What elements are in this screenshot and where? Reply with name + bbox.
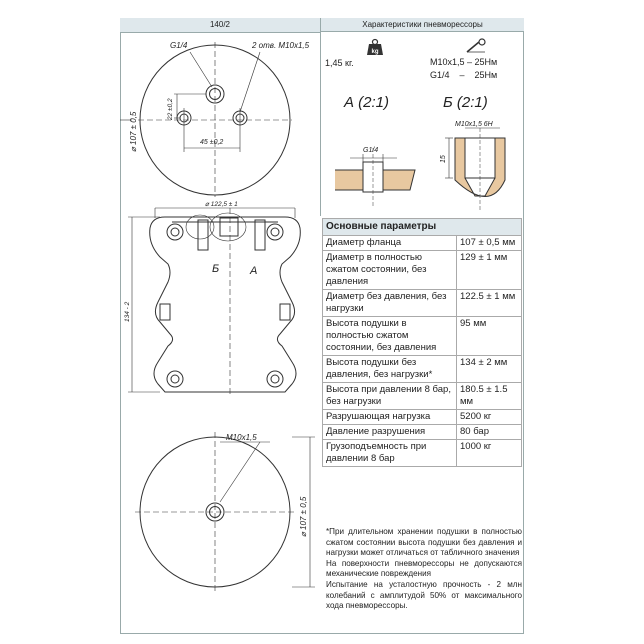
param-value: 180.5 ± 1.5 мм bbox=[457, 383, 522, 410]
param-name: Диаметр фланца bbox=[323, 236, 457, 251]
top-view bbox=[120, 42, 292, 197]
param-name: Диаметр без давления, без нагрузки bbox=[323, 290, 457, 317]
torque-g14: G1/4 – 25Нм bbox=[430, 70, 498, 80]
param-name: Разрушающая нагрузка bbox=[323, 410, 457, 425]
detail-a-label: G1/4 bbox=[363, 147, 379, 154]
param-name: Давление разрушения bbox=[323, 425, 457, 440]
holes-label: 2 отв. M10x1,5 bbox=[252, 41, 310, 50]
param-value: 5200 кг bbox=[457, 410, 522, 425]
param-value: 134 ± 2 мм bbox=[457, 356, 522, 383]
detail-b-marker: Б bbox=[212, 263, 220, 275]
detail-sections bbox=[325, 118, 520, 214]
model-number-header: 140/2 bbox=[120, 18, 320, 33]
torque-m10: M10x1,5 – 25Нм bbox=[430, 57, 498, 67]
param-value: 122.5 ± 1 мм bbox=[457, 290, 522, 317]
port-label-top: G1/4 bbox=[170, 41, 188, 50]
param-value: 80 бар bbox=[457, 425, 522, 440]
technical-drawing bbox=[120, 32, 320, 632]
detail-b-label: M10x1,5 6H bbox=[455, 121, 493, 128]
param-name: Диаметр в полностью сжатом состоянии, без давления bbox=[323, 251, 457, 290]
param-value: 129 ± 1 мм bbox=[457, 251, 522, 290]
param-value: 95 мм bbox=[457, 317, 522, 356]
table-row bbox=[323, 356, 522, 383]
side-height-dim: 134 - 2 bbox=[124, 301, 131, 322]
param-name: Грузоподъемность при давлении 8 бар bbox=[323, 440, 457, 467]
detail-a-marker: А bbox=[250, 265, 258, 277]
header-divider bbox=[320, 32, 321, 216]
detail-b-dim: 15 bbox=[440, 155, 447, 163]
parameters-table bbox=[322, 218, 522, 467]
table-row bbox=[323, 317, 522, 356]
side-view bbox=[128, 208, 300, 394]
notes-block bbox=[326, 527, 522, 612]
table-row bbox=[323, 410, 522, 425]
param-name: Высота подушки в полностью сжатом состоянии, без давления bbox=[323, 317, 457, 356]
table-row bbox=[323, 236, 522, 251]
param-name: Высота при давлении 8 бар, без нагрузки bbox=[323, 383, 457, 410]
bottom-thread-label: M10x1,5 bbox=[226, 433, 257, 442]
characteristics-header: Характеристики пневморессоры bbox=[320, 18, 524, 32]
note-fatigue: Испытание на усталостную прочность - 2 млн колебаний с амплитудой 50% от максимального хода пневморессоры. bbox=[326, 579, 522, 611]
table-row bbox=[323, 383, 522, 410]
side-diameter-dim: ⌀ 122,5 ± 1 bbox=[205, 201, 238, 208]
parameters-title: Основные параметры bbox=[323, 219, 522, 236]
kg-weight-icon bbox=[365, 38, 385, 56]
bottom-diameter-dim: ⌀ 107 ± 0,5 bbox=[299, 496, 308, 537]
param-name: Высота подушки без давления, без нагрузки* bbox=[323, 356, 457, 383]
detail-b-title: Б (2:1) bbox=[443, 94, 488, 111]
detail-a-title: А (2:1) bbox=[344, 94, 390, 111]
top-diameter-dim: ⌀ 107 ± 0,5 bbox=[129, 111, 138, 152]
vertical-offset-dim: 22 ±0,2 bbox=[167, 98, 174, 120]
param-value: 107 ± 0,5 мм bbox=[457, 236, 522, 251]
table-row bbox=[323, 251, 522, 290]
table-row bbox=[323, 425, 522, 440]
note-storage: *При длительном хранении подушки в полностью сжатом состоянии высота подушки без давления и нагрузки может отличаться от табличного значения bbox=[326, 527, 522, 558]
table-row bbox=[323, 290, 522, 317]
note-surface: На поверхности пневморессоры не допускаются механические повреждения bbox=[326, 558, 522, 579]
torque-wrench-icon bbox=[465, 38, 489, 54]
weight-value: 1,45 кг. bbox=[325, 58, 354, 68]
bottom-view bbox=[135, 432, 315, 592]
svg-text:kg: kg bbox=[371, 49, 379, 55]
param-value: 1000 кг bbox=[457, 440, 522, 467]
horizontal-offset-dim: 45 ±0,2 bbox=[200, 139, 224, 146]
table-row bbox=[323, 440, 522, 467]
